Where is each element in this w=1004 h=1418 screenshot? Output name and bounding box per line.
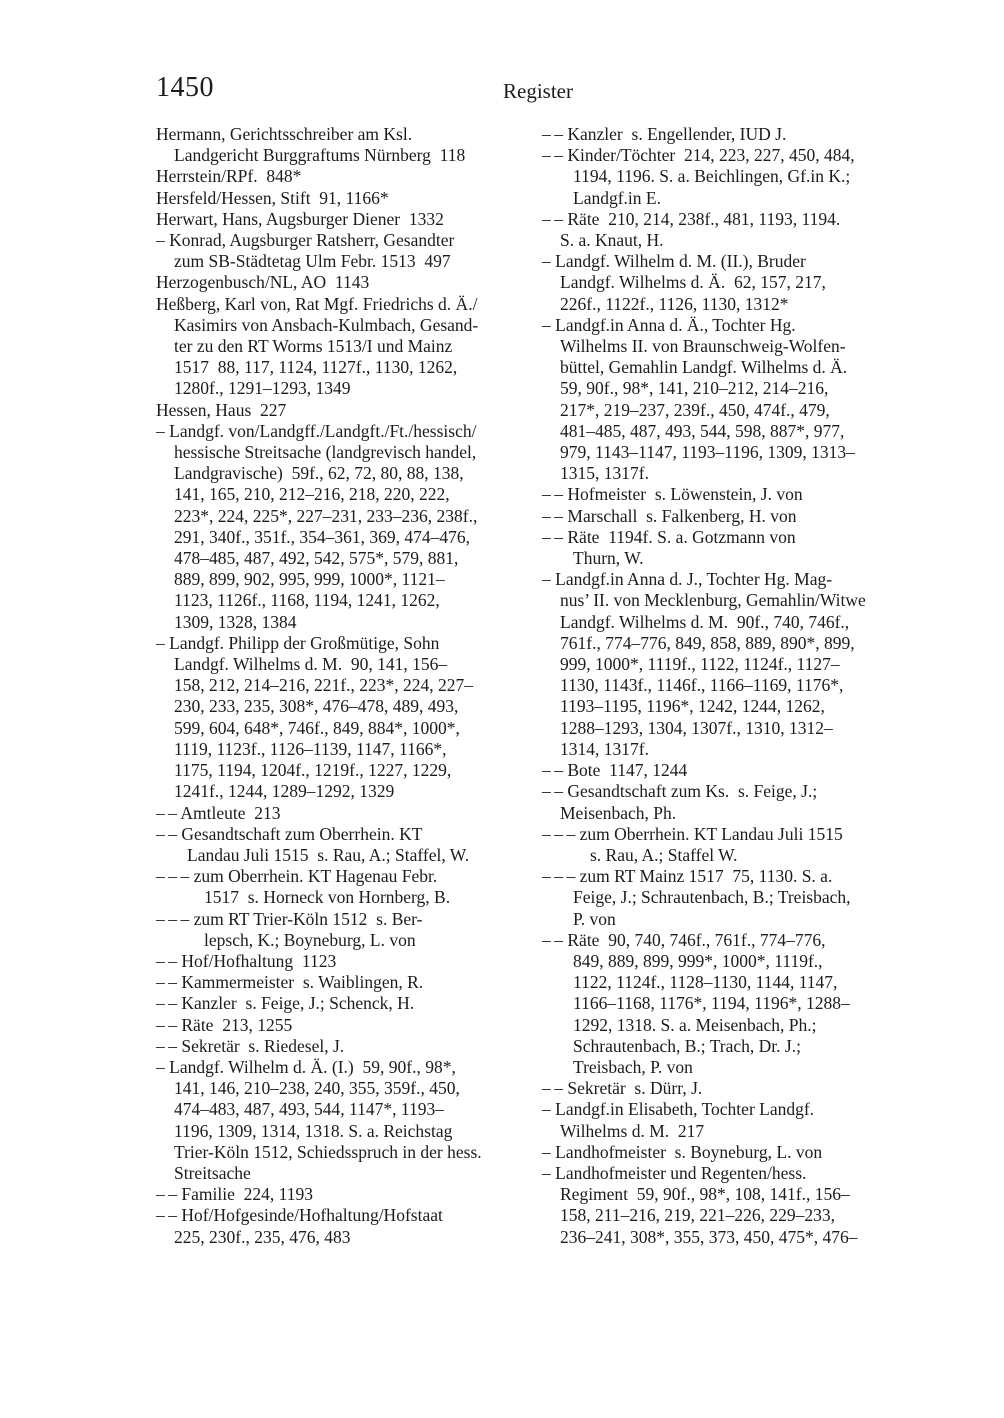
index-line: Thurn, W. xyxy=(573,548,644,569)
index-line: Landgravische) 59f., 62, 72, 80, 88, 138, xyxy=(174,463,464,484)
index-entry xyxy=(156,633,542,803)
index-line: – – – zum RT Mainz 1517 75, 1130. S. a. xyxy=(542,866,833,887)
index-entry xyxy=(542,484,1004,505)
index-entry xyxy=(156,909,542,951)
index-line: – – Sekretär s. Dürr, J. xyxy=(542,1078,703,1099)
index-line: 141, 146, 210–238, 240, 355, 359f., 450, xyxy=(174,1078,460,1099)
index-line: 226f., 1122f., 1126, 1130, 1312* xyxy=(560,293,789,314)
index-line: – – Kinder/Töchter 214, 223, 227, 450, 484, xyxy=(542,145,855,166)
index-line: Feige, J.; Schrautenbach, B.; Treisbach, xyxy=(573,887,851,908)
index-line: 158, 211–216, 219, 221–226, 229–233, xyxy=(560,1205,835,1226)
index-entry xyxy=(542,1163,1004,1248)
index-line: – – – zum RT Trier-Köln 1512 s. Ber- xyxy=(156,908,423,929)
index-line: 225, 230f., 235, 476, 483 xyxy=(174,1226,351,1247)
index-entry xyxy=(542,124,1004,145)
index-line: Herzogenbusch/NL, AO 1143 xyxy=(156,272,370,293)
index-line: nus’ II. von Mecklenburg, Gemahlin/Witwe xyxy=(560,590,866,611)
index-line: – – Räte 90, 740, 746f., 761f., 774–776, xyxy=(542,929,826,950)
index-line: – – Räte 213, 1255 xyxy=(156,1014,293,1035)
index-line: – Landgf. Wilhelm d. M. (II.), Bruder xyxy=(542,251,806,272)
index-entry xyxy=(156,166,542,187)
index-line: 1517 s. Horneck von Hornberg, B. xyxy=(204,887,451,908)
index-line: 291, 340f., 351f., 354–361, 369, 474–476, xyxy=(174,526,471,547)
index-line: – – – zum Oberrhein. KT Landau Juli 1515 xyxy=(542,823,843,844)
index-entry xyxy=(156,188,542,209)
index-line: – Landgf. von/Landgff./Landgft./Ft./hessisch/ xyxy=(156,420,477,441)
index-line: Hersfeld/Hessen, Stift 91, 1166* xyxy=(156,187,389,208)
index-line: 1166–1168, 1176*, 1194, 1196*, 1288– xyxy=(573,993,850,1014)
index-entry xyxy=(156,803,542,824)
index-line: 1175, 1194, 1204f., 1219f., 1227, 1229, xyxy=(174,760,452,781)
index-line: 59, 90f., 98*, 141, 210–212, 214–216, xyxy=(560,378,829,399)
index-line: Kasimirs von Ansbach-Kulmbach, Gesand- xyxy=(174,314,479,335)
index-entry xyxy=(156,866,542,908)
index-entry xyxy=(542,527,1004,569)
index-line: 1315, 1317f. xyxy=(560,463,649,484)
index-line: 1122, 1124f., 1128–1130, 1144, 1147, xyxy=(573,972,838,993)
index-line: – – Kanzler s. Feige, J.; Schenck, H. xyxy=(156,993,415,1014)
index-line: 999, 1000*, 1119f., 1122, 1124f., 1127– xyxy=(560,654,840,675)
index-entry xyxy=(156,124,542,166)
index-entry xyxy=(542,145,1004,209)
index-line: – Landgf. Wilhelm d. Ä. (I.) 59, 90f., 98*, xyxy=(156,1056,456,1077)
index-line: – – Räte 1194f. S. a. Gotzmann von xyxy=(542,526,796,547)
index-entry xyxy=(542,1142,1004,1163)
index-entry xyxy=(156,294,542,400)
index-entry xyxy=(156,272,542,293)
index-line: – – Familie 224, 1193 xyxy=(156,1184,313,1205)
index-line: – – Sekretär s. Riedesel, J. xyxy=(156,1035,345,1056)
index-line: 761f., 774–776, 849, 858, 889, 890*, 899, xyxy=(560,632,855,653)
index-line: – – Gesandtschaft zum Oberrhein. KT xyxy=(156,823,423,844)
index-column-left xyxy=(156,124,542,1248)
index-line: – – Räte 210, 214, 238f., 481, 1193, 1194. xyxy=(542,208,841,229)
index-line: 1196, 1309, 1314, 1318. S. a. Reichstag xyxy=(174,1120,453,1141)
index-line: Treisbach, P. von xyxy=(573,1056,693,1077)
index-line: Landau Juli 1515 s. Rau, A.; Staffel, W. xyxy=(187,844,470,865)
index-line: 1241f., 1244, 1289–1292, 1329 xyxy=(174,781,395,802)
index-entry xyxy=(156,951,542,972)
page-number: 1450 xyxy=(156,72,214,103)
index-line: ter zu den RT Worms 1513/I und Mainz xyxy=(174,336,453,357)
index-line: 1119, 1123f., 1126–1139, 1147, 1166*, xyxy=(174,738,447,759)
index-entry xyxy=(156,230,542,272)
index-line: Heßberg, Karl von, Rat Mgf. Friedrichs d. Ä./ xyxy=(156,293,478,314)
index-line: Wilhelms d. M. 217 xyxy=(560,1120,705,1141)
index-line: P. von xyxy=(573,908,616,929)
index-line: hessische Streitsache (landgrevisch handel, xyxy=(174,442,477,463)
index-line: 1309, 1328, 1384 xyxy=(174,611,297,632)
index-entry xyxy=(542,569,1004,760)
index-entry xyxy=(156,993,542,1014)
index-line: 1314, 1317f. xyxy=(560,738,649,759)
index-entry xyxy=(156,824,542,866)
index-line: – – Hof/Hofgesinde/Hofhaltung/Hofstaat xyxy=(156,1205,443,1226)
index-line: Hessen, Haus 227 xyxy=(156,399,287,420)
index-line: – – Hof/Hofhaltung 1123 xyxy=(156,950,337,971)
index-line: zum SB-Städtetag Ulm Febr. 1513 497 xyxy=(174,251,451,272)
index-line: – – Kanzler s. Engellender, IUD J. xyxy=(542,124,787,144)
index-line: Wilhelms II. von Braunschweig-Wolfen- xyxy=(560,336,846,357)
index-line: 474–483, 487, 493, 544, 1147*, 1193– xyxy=(174,1099,444,1120)
index-column-right xyxy=(542,124,1004,1248)
index-entry xyxy=(156,1205,542,1247)
index-line: – – Amtleute 213 xyxy=(156,802,281,823)
index-line: Landgf.in E. xyxy=(573,187,661,208)
index-line: – – Hofmeister s. Löwenstein, J. von xyxy=(542,484,803,505)
index-line: 599, 604, 648*, 746f., 849, 884*, 1000*, xyxy=(174,717,460,738)
index-line: Landgf. Wilhelms d. M. 90, 141, 156– xyxy=(174,654,448,675)
index-line: – Landhofmeister s. Boyneburg, L. von xyxy=(542,1141,823,1162)
index-entry xyxy=(542,506,1004,527)
index-line: – – Gesandtschaft zum Ks. s. Feige, J.; xyxy=(542,781,818,802)
index-entry xyxy=(156,972,542,993)
index-line: 1517 88, 117, 1124, 1127f., 1130, 1262, xyxy=(174,357,458,378)
index-line: lepsch, K.; Boyneburg, L. von xyxy=(204,929,416,950)
index-line: 979, 1143–1147, 1193–1196, 1309, 1313– xyxy=(560,442,855,463)
index-line: Landgf. Wilhelms d. Ä. 62, 157, 217, xyxy=(560,272,826,293)
index-line: 230, 233, 235, 308*, 476–478, 489, 493, xyxy=(174,696,459,717)
index-line: S. a. Knaut, H. xyxy=(560,230,664,251)
index-line: 217*, 219–237, 239f., 450, 474f., 479, xyxy=(560,399,830,420)
index-line: Hermann, Gerichtsschreiber am Ksl. xyxy=(156,124,413,144)
index-line: – – Marschall s. Falkenberg, H. von xyxy=(542,505,797,526)
index-line: Trier-Köln 1512, Schiedsspruch in der hess. xyxy=(174,1141,482,1162)
index-line: 481–485, 487, 493, 544, 598, 887*, 977, xyxy=(560,420,845,441)
index-line: Herrstein/RPf. 848* xyxy=(156,166,302,187)
index-line: – Landgf.in Elisabeth, Tochter Landgf. xyxy=(542,1099,815,1120)
index-entry xyxy=(156,1184,542,1205)
index-entry xyxy=(542,251,1004,315)
index-line: – Landgf.in Anna d. Ä., Tochter Hg. xyxy=(542,314,796,335)
index-line: – Landgf. Philipp der Großmütige, Sohn xyxy=(156,632,440,653)
index-line: 223*, 224, 225*, 227–231, 233–236, 238f., xyxy=(174,505,478,526)
index-line: – – – zum Oberrhein. KT Hagenau Febr. xyxy=(156,866,438,887)
index-entry xyxy=(156,421,542,633)
index-line: – – Kammermeister s. Waiblingen, R. xyxy=(156,972,424,993)
index-line: Meisenbach, Ph. xyxy=(560,802,677,823)
index-entry xyxy=(542,866,1004,930)
index-line: – – Bote 1147, 1244 xyxy=(542,760,688,781)
index-line: 1123, 1126f., 1168, 1194, 1241, 1262, xyxy=(174,590,440,611)
index-entry xyxy=(542,1099,1004,1141)
index-line: 1130, 1143f., 1146f., 1166–1169, 1176*, xyxy=(560,675,844,696)
index-line: 158, 212, 214–216, 221f., 223*, 224, 227– xyxy=(174,675,473,696)
index-line: Landgericht Burggraftums Nürnberg 118 xyxy=(174,145,466,166)
index-entry xyxy=(542,760,1004,781)
index-entry xyxy=(156,1036,542,1057)
index-entry xyxy=(542,1078,1004,1099)
index-entry xyxy=(542,209,1004,251)
index-entry xyxy=(156,400,542,421)
index-line: 889, 899, 902, 995, 999, 1000*, 1121– xyxy=(174,569,445,590)
index-line: büttel, Gemahlin Landgf. Wilhelms d. Ä. xyxy=(560,357,848,378)
index-line: Landgf. Wilhelms d. M. 90f., 740, 746f., xyxy=(560,611,850,632)
index-line: 236–241, 308*, 355, 373, 450, 475*, 476– xyxy=(560,1226,858,1247)
index-line: Regiment 59, 90f., 98*, 108, 141f., 156– xyxy=(560,1184,850,1205)
index-line: 478–485, 487, 492, 542, 575*, 579, 881, xyxy=(174,548,459,569)
index-entry xyxy=(542,824,1004,866)
index-line: Schrautenbach, B.; Trach, Dr. J.; xyxy=(573,1035,801,1056)
index-entry xyxy=(542,781,1004,823)
index-line: 141, 165, 210, 212–216, 218, 220, 222, xyxy=(174,484,450,505)
index-line: 849, 889, 899, 999*, 1000*, 1119f., xyxy=(573,950,823,971)
index-entry xyxy=(542,930,1004,1078)
index-entry xyxy=(156,1057,542,1184)
index-entry xyxy=(156,1015,542,1036)
index-line: 1193–1195, 1196*, 1242, 1244, 1262, xyxy=(560,696,825,717)
index-line: 1288–1293, 1304, 1307f., 1310, 1312– xyxy=(560,717,833,738)
index-entry xyxy=(542,315,1004,485)
index-line: 1292, 1318. S. a. Meisenbach, Ph.; xyxy=(573,1014,817,1035)
index-line: – Konrad, Augsburger Ratsherr, Gesandter xyxy=(156,230,455,251)
index-line: – Landhofmeister und Regenten/hess. xyxy=(542,1162,807,1183)
index-line: – Landgf.in Anna d. J., Tochter Hg. Mag- xyxy=(542,569,833,590)
index-line: Herwart, Hans, Augsburger Diener 1332 xyxy=(156,208,444,229)
index-line: s. Rau, A.; Staffel W. xyxy=(590,844,738,865)
running-header: Register xyxy=(503,79,573,103)
index-line: 1194, 1196. S. a. Beichlingen, Gf.in K.; xyxy=(573,166,851,187)
index-line: 1280f., 1291–1293, 1349 xyxy=(174,378,351,399)
index-entry xyxy=(156,209,542,230)
index-line: Streitsache xyxy=(174,1162,251,1183)
